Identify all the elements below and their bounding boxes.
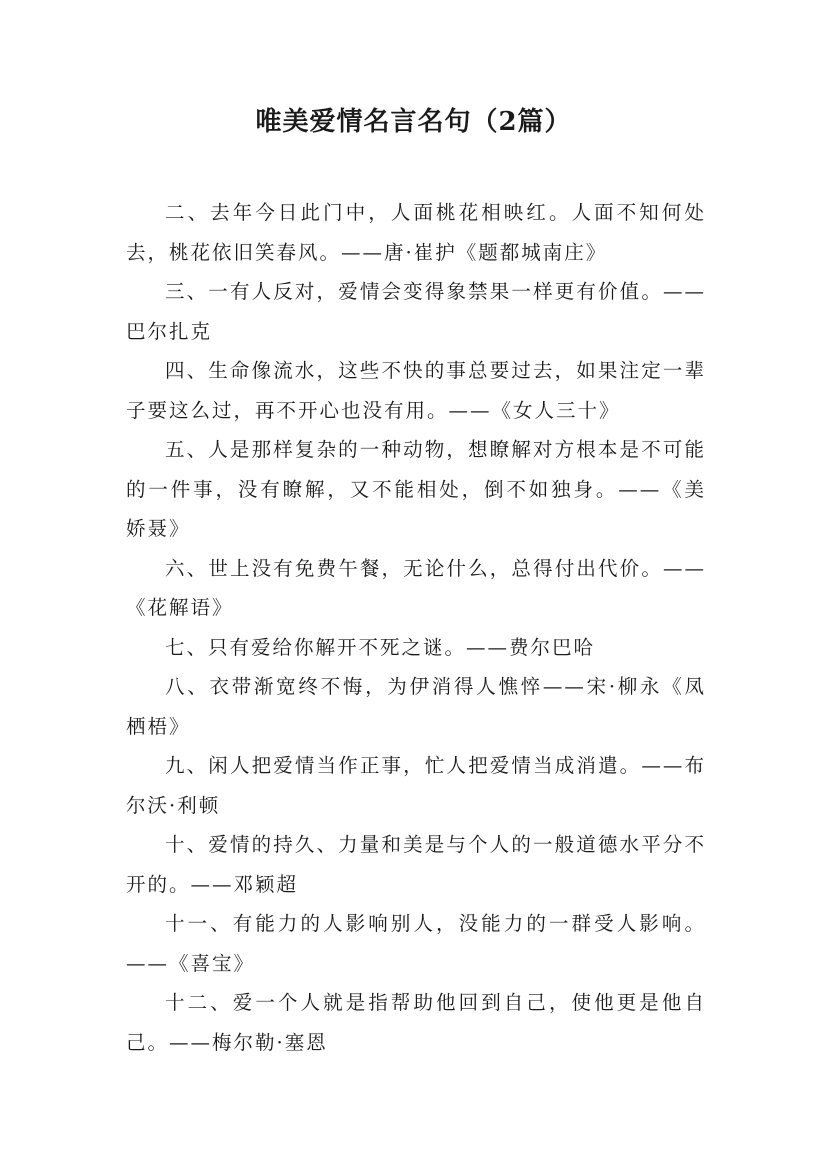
document-title: 唯美爱情名言名句（2篇） [255, 107, 572, 137]
quote-paragraph-12: 十二、爱一个人就是指帮助他回到自己，使他更是他自己。——梅尔勒·塞恩 [126, 991, 706, 1054]
quote-paragraph-2: 二、去年今日此门中，人面桃花相映红。人面不知何处去，桃花依旧笑春风。——唐·崔护《题都城南庄》 [126, 201, 706, 264]
quote-paragraph-8: 八、衣带渐宽终不悔，为伊消得人憔悴——宋·柳永《凤栖梧》 [126, 675, 706, 738]
quote-paragraph-3: 三、一有人反对，爱情会变得象禁果一样更有价值。——巴尔扎克 [126, 280, 706, 343]
document-body [126, 193, 706, 1062]
quote-paragraph-11: 十一、有能力的人影响别人，没能力的一群受人影响。——《喜宝》 [126, 912, 706, 975]
quote-paragraph-7: 七、只有爱给你解开不死之谜。——费尔巴哈 [165, 635, 596, 659]
quote-paragraph-9: 九、闲人把爱情当作正事，忙人把爱情当成消遣。——布尔沃·利顿 [126, 754, 706, 817]
quote-paragraph-4: 四、生命像流水，这些不快的事总要过去，如果注定一辈子要这么过，再不开心也没有用。——《女人三十》 [126, 359, 706, 422]
quote-paragraph-5: 五、人是那样复杂的一种动物，想瞭解对方根本是不可能的一件事，没有瞭解，又不能相处，倒不如独身。——《美娇聂》 [126, 438, 706, 540]
quote-paragraph-6: 六、世上没有免费午餐，无论什么，总得付出代价。——《花解语》 [126, 556, 706, 619]
quote-paragraph-10: 十、爱情的持久、力量和美是与个人的一般道德水平分不开的。——邓颖超 [126, 833, 706, 896]
